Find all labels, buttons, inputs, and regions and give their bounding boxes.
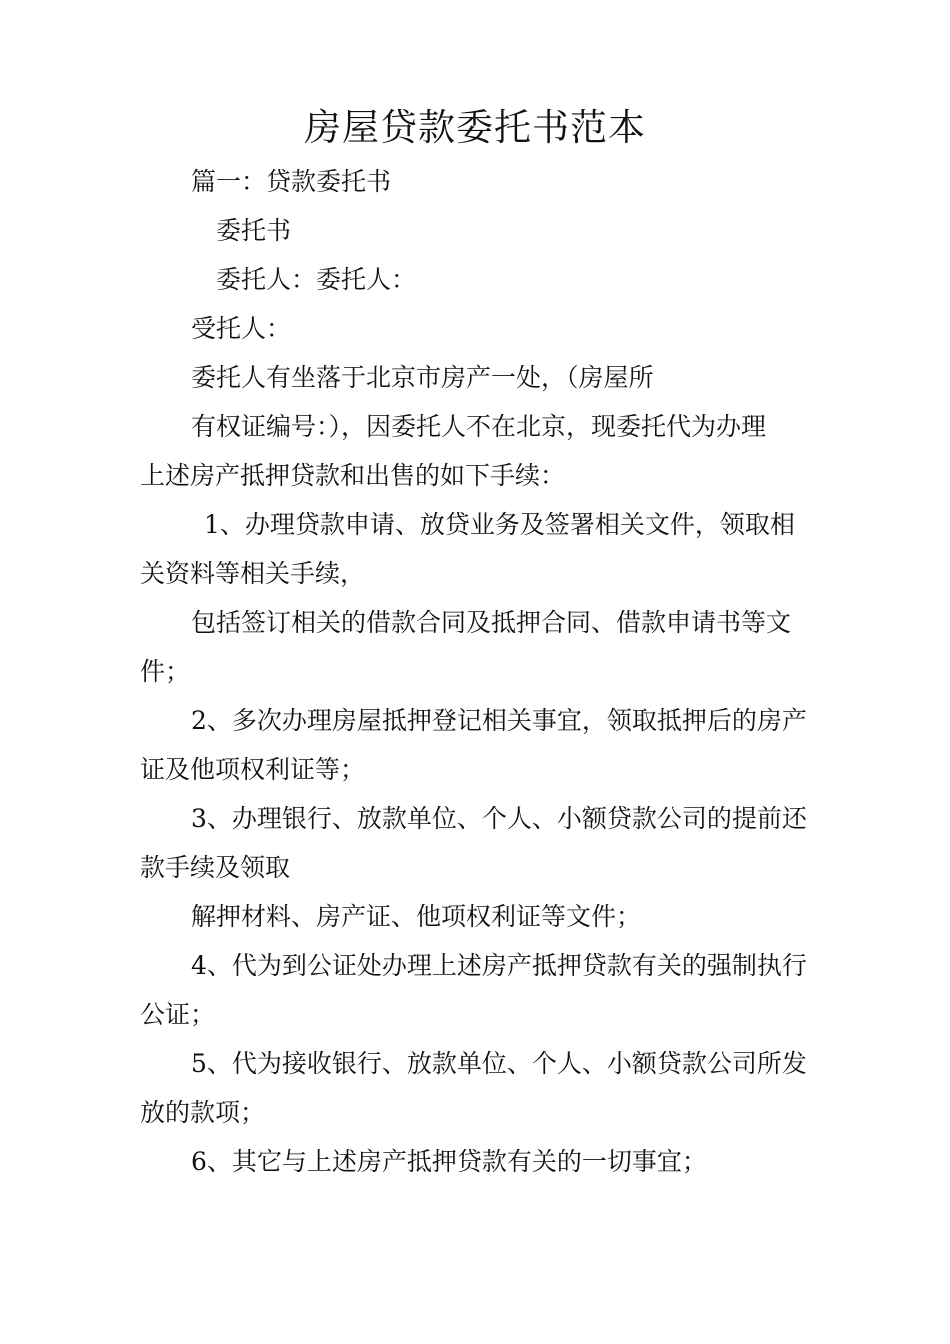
item-5-line: 放的款项； bbox=[140, 1098, 266, 1127]
item-4-line: 公证； bbox=[140, 1000, 216, 1029]
body-line: 包括签订相关的借款合同及抵押合同、借款申请书等文 bbox=[191, 608, 792, 637]
item-2-line: 证及他项权利证等； bbox=[140, 755, 366, 784]
item-4-line: 4、代为到公证处办理上述房产抵押贷款有关的强制执行 bbox=[191, 951, 807, 980]
item-3-line: 3、办理银行、放款单位、个人、小额贷款公司的提前还 bbox=[191, 804, 807, 833]
item-5-line: 5、代为接收银行、放款单位、个人、小额贷款公司所发 bbox=[191, 1049, 807, 1078]
item-2-line: 2、多次办理房屋抵押登记相关事宜，领取抵押后的房产 bbox=[191, 706, 807, 735]
body-line: 解押材料、房产证、他项权利证等文件； bbox=[191, 902, 642, 931]
item-3-line: 款手续及领取 bbox=[140, 853, 291, 882]
item-1-line: 1、办理贷款申请、放贷业务及签署相关文件，领取相 bbox=[204, 510, 795, 539]
letter-heading: 委托书 bbox=[216, 216, 292, 245]
agent-line: 受托人： bbox=[191, 314, 292, 343]
document-body bbox=[140, 157, 820, 1186]
body-line: 件； bbox=[140, 657, 191, 686]
section-heading: 篇一：贷款委托书 bbox=[191, 167, 392, 196]
item-6-line: 6、其它与上述房产抵押贷款有关的一切事宜； bbox=[191, 1147, 707, 1176]
body-line: 有权证编号：），因委托人不在北京，现委托代为办理 bbox=[191, 412, 767, 441]
body-line: 委托人有坐落于北京市房产一处，（房屋所 bbox=[191, 363, 654, 392]
principal-line: 委托人：委托人： bbox=[216, 265, 417, 294]
document-title: 房屋贷款委托书范本 bbox=[304, 106, 646, 149]
item-1-line: 关资料等相关手续， bbox=[140, 559, 366, 588]
body-line: 上述房产抵押贷款和出售的如下手续： bbox=[140, 461, 566, 490]
